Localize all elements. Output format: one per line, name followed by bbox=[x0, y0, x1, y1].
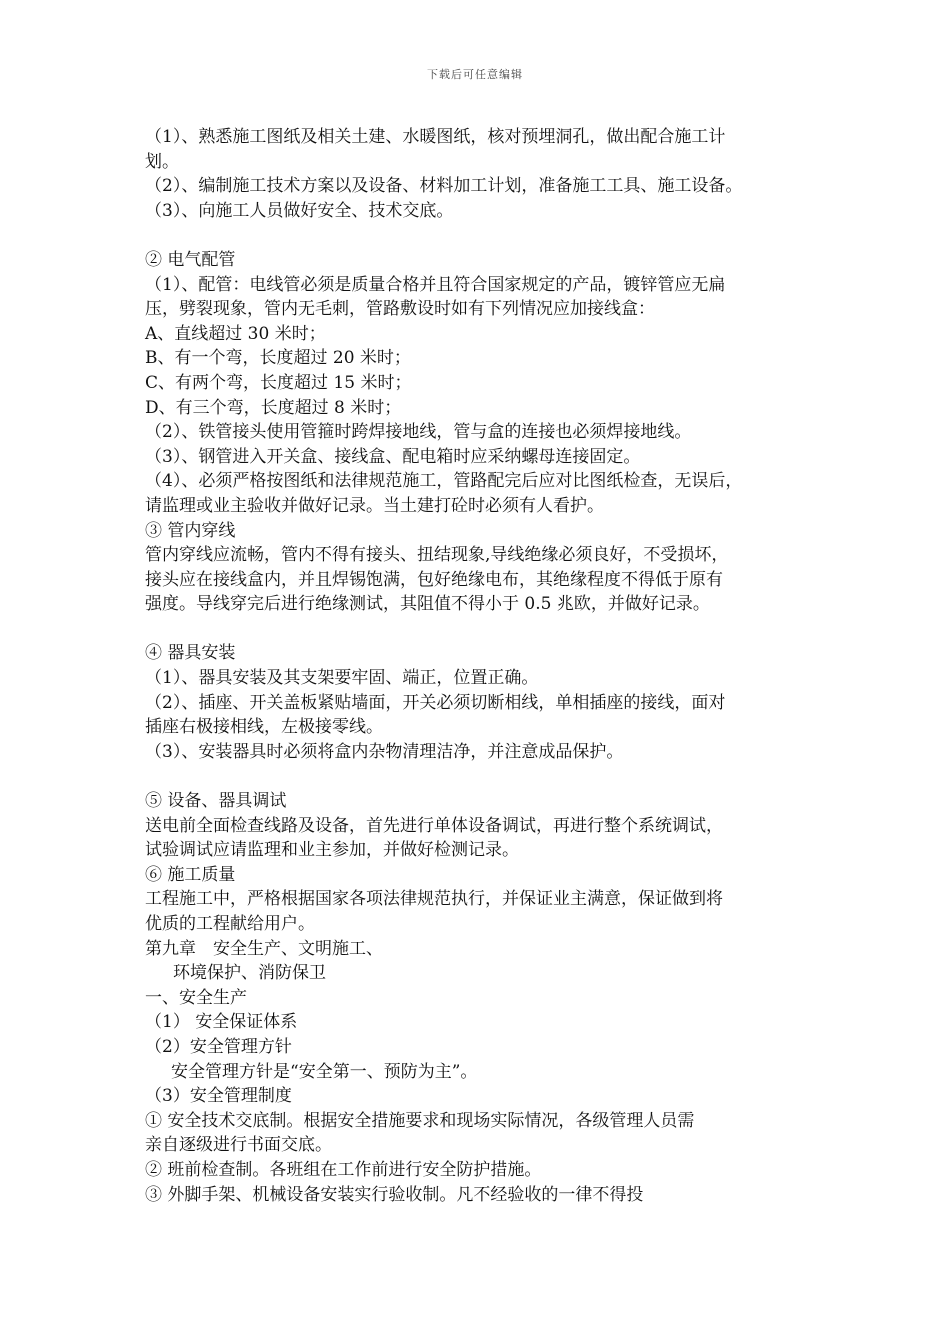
text-line: （2）安全管理方针 bbox=[145, 1036, 292, 1057]
text-line: 优质的工程献给用户。 bbox=[145, 914, 315, 934]
text-line: ③ 管内穿线 bbox=[145, 520, 236, 541]
text-line: 压，劈裂现象，管内无毛刺，管路敷设时如有下列情况应加接线盒： bbox=[145, 299, 655, 320]
text-line: （1）、熟悉施工图纸及相关土建、水暖图纸，核对预埋洞孔，做出配合施工计 bbox=[145, 127, 726, 147]
text-line: ② 班前检查制。各班组在工作前进行安全防护措施。 bbox=[145, 1159, 542, 1180]
text-line: B、有一个弯，长度超过 20 米时； bbox=[145, 348, 411, 369]
text-line: 接头应在接线盒内，并且焊锡饱满，包好绝缘电布，其绝缘程度不得低于原有 bbox=[145, 569, 723, 590]
text-line: 试验调试应请监理和业主参加，并做好检测记录。 bbox=[145, 840, 519, 861]
text-line: 强度。导线穿完后进行绝缘测试，其阻值不得小于 0.5 兆欧，并做好记录。 bbox=[145, 594, 710, 615]
document-body bbox=[145, 125, 835, 1207]
text-line: （3）、钢管进入开关盒、接线盒、配电箱时应采纳螺母连接固定。 bbox=[145, 446, 641, 467]
paragraph-gap bbox=[145, 223, 835, 248]
text-line: （1） 安全保证体系 bbox=[145, 1012, 298, 1033]
text-line: （2）、编制施工技术方案以及设备、材料加工计划，准备施工工具、施工设备。 bbox=[145, 176, 743, 197]
text-line: ② 电气配管 bbox=[145, 249, 236, 270]
text-line: ⑥ 施工质量 bbox=[145, 864, 236, 885]
text-line: D、有三个弯，长度超过 8 米时； bbox=[145, 397, 402, 418]
text-line: 工程施工中，严格根据国家各项法律规范执行，并保证业主满意，保证做到将 bbox=[145, 889, 723, 910]
text-line: 管内穿线应流畅，管内不得有接头、扭结现象,导线绝缘必须良好，不受损坏， bbox=[145, 545, 729, 566]
text-line: ① 安全技术交底制。根据安全措施要求和现场实际情况，各级管理人员需 bbox=[145, 1110, 695, 1131]
text-line: ③ 外脚手架、机械设备安装实行验收制。凡不经验收的一律不得投 bbox=[145, 1184, 644, 1205]
text-line: 插座右极接相线，左极接零线。 bbox=[145, 717, 383, 738]
text-line: 划。 bbox=[145, 151, 179, 172]
text-line: 亲自逐级进行书面交底。 bbox=[145, 1135, 332, 1156]
text-line: A、直线超过 30 米时； bbox=[145, 323, 326, 344]
text-line: 请监理或业主验收并做好记录。当土建打砼时必须有人看护。 bbox=[145, 495, 604, 516]
text-line: （2）、铁管接头使用管箍时跨焊接地线，管与盒的连接也必须焊接地线。 bbox=[145, 422, 692, 443]
text-line: （1）、器具安装及其支架要牢固、端正，位置正确。 bbox=[145, 668, 539, 689]
text-line: （3）安全管理制度 bbox=[145, 1086, 292, 1107]
text-line: （3）、向施工人员做好安全、技术交底。 bbox=[145, 200, 454, 221]
text-line: （4）、必须严格按图纸和法律规范施工，管路配完后应对比图纸检查，无误后， bbox=[145, 471, 743, 492]
text-line: （3）、安装器具时必须将盒内杂物清理洁净，并注意成品保护。 bbox=[145, 741, 624, 762]
text-line: ⑤ 设备、器具调试 bbox=[145, 791, 287, 812]
text-line: 安全管理方针是“安全第一、预防为主”。 bbox=[171, 1061, 478, 1082]
text-line: （2）、插座、开关盖板紧贴墙面，开关必须切断相线，单相插座的接线，面对 bbox=[145, 692, 726, 713]
text-line: C、有两个弯，长度超过 15 米时； bbox=[145, 372, 412, 393]
paragraph-gap bbox=[145, 617, 835, 642]
text-line: 送电前全面检查线路及设备，首先进行单体设备调试，再进行整个系统调试， bbox=[145, 815, 723, 836]
text-line: 环境保护、消防保卫 bbox=[173, 963, 326, 984]
paragraph-gap bbox=[145, 764, 835, 789]
page-header: 下载后可任意编辑 bbox=[427, 68, 523, 81]
text-line: ④ 器具安装 bbox=[145, 643, 236, 664]
text-line: 一、安全生产 bbox=[145, 987, 247, 1008]
text-line: （1）、配管：电线管必须是质量合格并且符合国家规定的产品，镀锌管应无扁 bbox=[145, 274, 726, 295]
text-line: 第九章 安全生产、文明施工、 bbox=[145, 938, 383, 959]
